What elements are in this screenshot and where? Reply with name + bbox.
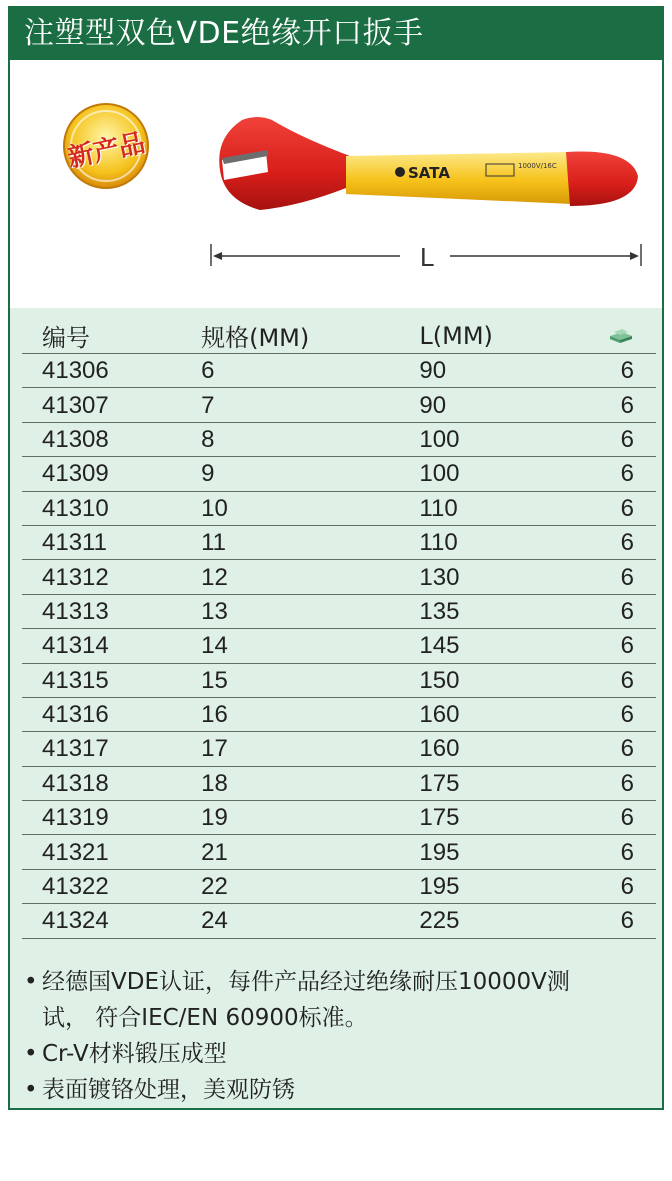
cell-code: 41310 bbox=[22, 491, 181, 525]
cell-pack: 6 bbox=[608, 491, 656, 525]
box-stack-icon bbox=[608, 324, 634, 344]
bullet-icon: • bbox=[24, 1077, 38, 1103]
cell-length: 225 bbox=[399, 904, 608, 938]
cell-code: 41312 bbox=[22, 560, 181, 594]
cell-length: 100 bbox=[399, 457, 608, 491]
cell-pack: 6 bbox=[608, 663, 656, 697]
brand-label: SATA bbox=[408, 164, 450, 182]
cell-pack: 6 bbox=[608, 354, 656, 388]
cell-size: 8 bbox=[181, 422, 399, 456]
cell-size: 14 bbox=[181, 629, 399, 663]
col-header-code: 编号 bbox=[22, 318, 181, 354]
spec-table-area bbox=[10, 308, 662, 958]
cell-length: 135 bbox=[399, 594, 608, 628]
cell-pack: 6 bbox=[608, 560, 656, 594]
cell-length: 110 bbox=[399, 491, 608, 525]
spec-table bbox=[22, 318, 656, 939]
col-header-size: 规格(MM) bbox=[181, 318, 399, 354]
badge-text: 新产品 bbox=[65, 128, 148, 174]
cell-pack: 6 bbox=[608, 835, 656, 869]
note-item bbox=[24, 1036, 654, 1072]
wrench-icon bbox=[219, 117, 638, 210]
cell-pack: 6 bbox=[608, 388, 656, 422]
cell-size: 21 bbox=[181, 835, 399, 869]
table-row bbox=[22, 422, 656, 456]
cell-length: 195 bbox=[399, 869, 608, 903]
note-item bbox=[24, 964, 654, 1036]
table-row bbox=[22, 594, 656, 628]
note-text: 表面镀铬处理，美观防锈 bbox=[42, 1077, 295, 1103]
cell-size: 18 bbox=[181, 766, 399, 800]
cell-code: 41315 bbox=[22, 663, 181, 697]
cell-pack: 6 bbox=[608, 457, 656, 491]
cell-length: 90 bbox=[399, 388, 608, 422]
cell-pack: 6 bbox=[608, 697, 656, 731]
table-row bbox=[22, 663, 656, 697]
table-row bbox=[22, 457, 656, 491]
cell-size: 17 bbox=[181, 732, 399, 766]
cell-size: 16 bbox=[181, 697, 399, 731]
product-illustration bbox=[10, 60, 662, 308]
cell-length: 100 bbox=[399, 422, 608, 456]
table-row bbox=[22, 491, 656, 525]
page-title: 注塑型双色VDE绝缘开口扳手 bbox=[10, 8, 662, 60]
cell-pack: 6 bbox=[608, 766, 656, 800]
cell-size: 13 bbox=[181, 594, 399, 628]
cell-code: 41324 bbox=[22, 904, 181, 938]
cell-pack: 6 bbox=[608, 525, 656, 559]
cell-pack: 6 bbox=[608, 869, 656, 903]
table-row bbox=[22, 388, 656, 422]
cell-size: 15 bbox=[181, 663, 399, 697]
cell-code: 41316 bbox=[22, 697, 181, 731]
rating-label: 1000V/16C bbox=[518, 162, 557, 170]
cell-length: 160 bbox=[399, 732, 608, 766]
col-header-pack bbox=[608, 318, 656, 354]
cell-code: 41321 bbox=[22, 835, 181, 869]
cell-length: 195 bbox=[399, 835, 608, 869]
cell-code: 41317 bbox=[22, 732, 181, 766]
bullet-icon: • bbox=[24, 1041, 38, 1067]
cell-length: 130 bbox=[399, 560, 608, 594]
table-row bbox=[22, 525, 656, 559]
cell-code: 41313 bbox=[22, 594, 181, 628]
table-row bbox=[22, 801, 656, 835]
cell-pack: 6 bbox=[608, 904, 656, 938]
cell-length: 175 bbox=[399, 801, 608, 835]
note-item bbox=[24, 1072, 654, 1108]
cell-code: 41314 bbox=[22, 629, 181, 663]
table-row bbox=[22, 766, 656, 800]
cell-pack: 6 bbox=[608, 732, 656, 766]
cell-code: 41319 bbox=[22, 801, 181, 835]
cell-length: 160 bbox=[399, 697, 608, 731]
product-image-area bbox=[10, 60, 662, 308]
cell-size: 22 bbox=[181, 869, 399, 903]
cell-size: 10 bbox=[181, 491, 399, 525]
cell-size: 7 bbox=[181, 388, 399, 422]
note-text: 经德国VDE认证，每件产品经过绝缘耐压10000V测 bbox=[42, 969, 570, 995]
cell-size: 19 bbox=[181, 801, 399, 835]
dimension-label: L bbox=[420, 242, 435, 272]
cell-size: 24 bbox=[181, 904, 399, 938]
cell-length: 90 bbox=[399, 354, 608, 388]
product-card bbox=[8, 6, 664, 1110]
cell-length: 175 bbox=[399, 766, 608, 800]
note-text: 试， 符合IEC/EN 60900标准。 bbox=[42, 1005, 368, 1031]
cell-pack: 6 bbox=[608, 801, 656, 835]
cell-pack: 6 bbox=[608, 629, 656, 663]
table-header-row bbox=[22, 318, 656, 354]
cell-pack: 6 bbox=[608, 422, 656, 456]
cell-length: 110 bbox=[399, 525, 608, 559]
cell-size: 6 bbox=[181, 354, 399, 388]
table-row bbox=[22, 629, 656, 663]
table-row bbox=[22, 560, 656, 594]
feature-notes bbox=[10, 958, 662, 1108]
cell-code: 41309 bbox=[22, 457, 181, 491]
col-header-length: L(MM) bbox=[399, 318, 608, 354]
cell-code: 41308 bbox=[22, 422, 181, 456]
bullet-icon: • bbox=[24, 969, 38, 995]
table-row bbox=[22, 835, 656, 869]
cell-size: 11 bbox=[181, 525, 399, 559]
cell-length: 145 bbox=[399, 629, 608, 663]
cell-code: 41306 bbox=[22, 354, 181, 388]
cell-code: 41307 bbox=[22, 388, 181, 422]
cell-code: 41311 bbox=[22, 525, 181, 559]
table-row bbox=[22, 904, 656, 938]
table-row bbox=[22, 697, 656, 731]
cell-code: 41322 bbox=[22, 869, 181, 903]
cell-size: 12 bbox=[181, 560, 399, 594]
cell-pack: 6 bbox=[608, 594, 656, 628]
table-row bbox=[22, 869, 656, 903]
cell-size: 9 bbox=[181, 457, 399, 491]
cell-length: 150 bbox=[399, 663, 608, 697]
table-row bbox=[22, 354, 656, 388]
table-row bbox=[22, 732, 656, 766]
cell-code: 41318 bbox=[22, 766, 181, 800]
note-text: Cr-V材料锻压成型 bbox=[42, 1041, 227, 1067]
